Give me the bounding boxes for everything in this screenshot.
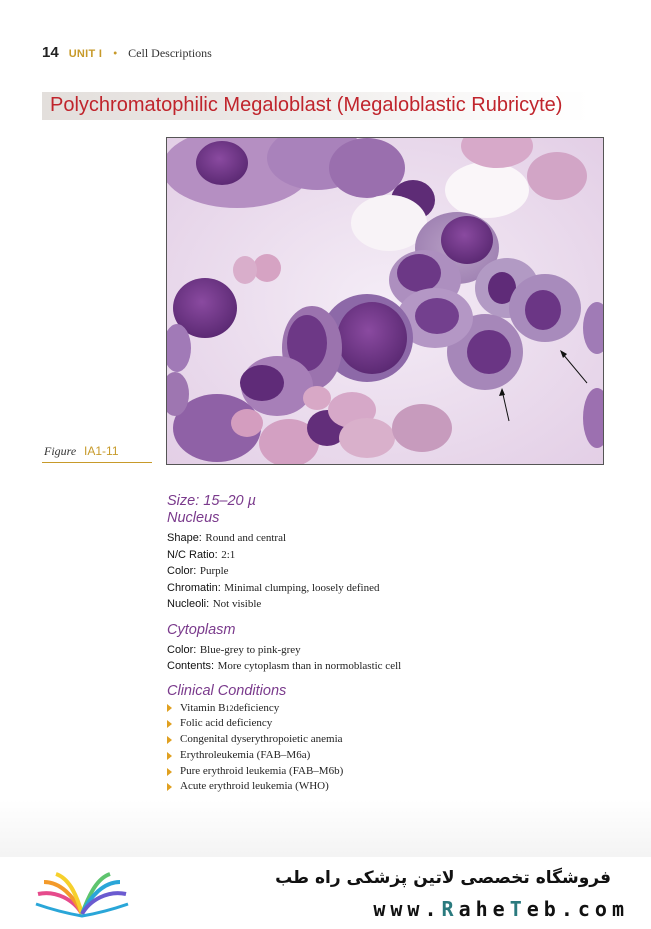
nucleus-field: N/C Ratio: 2:1 (167, 548, 236, 561)
clinical-heading: Clinical Conditions (167, 682, 287, 699)
cytoplasm-field: Contents: More cytoplasm than in normoblastic cell (167, 660, 402, 672)
micrograph (166, 137, 604, 465)
nucleus-field: Chromatin: Minimal clumping, loosely defined (167, 581, 380, 594)
clinical-list (167, 701, 607, 796)
bullet-icon (167, 768, 172, 776)
list-item: Erythroleukemia (FAB–M6a) (167, 748, 607, 764)
nucleus-field: Shape: Round and central (167, 532, 287, 544)
size-heading: Size: 15–20 µ (167, 493, 256, 509)
book-logo-icon (34, 870, 130, 920)
list-item: Congenital dyserythropoietic anemia (167, 732, 607, 748)
page-number: 14 (42, 44, 59, 61)
figure-word: Figure (44, 444, 77, 458)
nucleus-field: Color: Purple (167, 565, 229, 577)
figure-number: IA1-11 (84, 444, 119, 458)
list-item: Acute erythroid leukemia (WHO) (167, 779, 607, 795)
figure-rule (42, 462, 152, 463)
figure-caption (44, 444, 119, 459)
unit-label: UNIT I (68, 48, 103, 60)
bullet-icon (167, 752, 172, 760)
list-item: Pure erythroid leukemia (FAB–M6b) (167, 764, 607, 780)
section-name: Cell Descriptions (128, 46, 212, 60)
list-item: Folic acid deficiency (167, 716, 607, 732)
bullet-icon (167, 783, 172, 791)
bullet-icon (167, 720, 172, 728)
cell-description (167, 493, 607, 795)
cytoplasm-field: Color: Blue-grey to pink-grey (167, 643, 301, 656)
bullet-icon (167, 736, 172, 744)
list-item: Vitamin B 12 deficiency (167, 701, 607, 717)
cytoplasm-heading: Cytoplasm (167, 621, 236, 638)
store-url: www.RaheTeb.com (373, 897, 629, 921)
nucleus-field: Nucleoli: Not visible (167, 598, 262, 610)
header-separator: • (112, 49, 119, 60)
running-header (42, 44, 212, 61)
bullet-icon (167, 704, 172, 712)
page-title: Polychromatophilic Megaloblast (Megaloblastic Rubricyte) (50, 94, 563, 116)
nucleus-heading: Nucleus (167, 510, 220, 526)
store-name: فروشگاه تخصصی لاتین پزشکی راه طب (275, 868, 611, 888)
